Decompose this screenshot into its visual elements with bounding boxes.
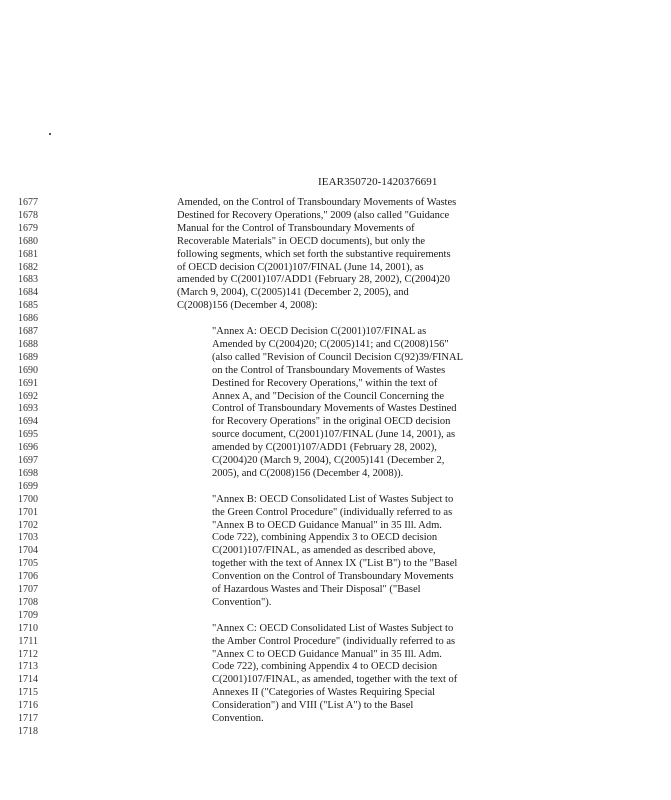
line-number: 1705 [18,558,38,570]
line-number: 1712 [18,648,38,660]
document-line [0,520,671,532]
line-number: 1704 [18,545,38,557]
line-text: Code 722), combining Appendix 3 to OECD decision [212,532,438,544]
line-number: 1706 [18,571,38,583]
line-number: 1678 [18,209,38,221]
line-number: 1687 [18,326,38,337]
line-number: 1709 [18,609,38,621]
line-text: Destined for Recovery Operations," 2009 (also called "Guidance [177,209,450,221]
document-line [0,313,671,325]
line-text: on the Control of Transboundary Movements of Wastes [212,364,446,376]
line-number: 1690 [18,364,38,376]
line-number: 1685 [18,300,38,312]
document-line [0,455,671,467]
line-text: Amended by C(2004)20; C(2005)141; and C(2008)156" [212,338,449,350]
document-line [0,571,671,583]
scan-speck [49,133,51,135]
line-number: 1700 [18,493,38,505]
line-text: Destined for Recovery Operations," within the text of [212,377,438,389]
line-number: 1692 [18,390,38,402]
line-text: Annexes II ("Categories of Wastes Requiring Special [212,687,436,699]
document-line [0,674,671,686]
line-text: (March 9, 2004), C(2005)141 (December 2, 2005), and [177,287,409,299]
line-number: 1680 [18,235,38,247]
document-line [0,623,671,635]
document-line [0,249,671,261]
line-text: Manual for the Control of Transboundary Movements of [177,222,415,234]
line-number: 1716 [18,700,38,712]
line-number: 1679 [18,222,38,234]
line-text: 2005), and C(2008)156 (December 4, 2008)). [212,467,404,479]
document-line [0,442,671,454]
document-line [0,326,671,338]
line-number: 1707 [18,584,38,595]
line-text: Consideration") and VIII ("List A") to the Basel [212,700,414,712]
line-text: "Annex B: OECD Consolidated List of Wastes Subject to [212,493,454,505]
document-line [0,339,671,351]
line-number: 1711 [18,635,38,647]
document-line [0,558,671,570]
document-line [0,197,671,209]
line-text: the Amber Control Procedure" (individually referred to as [212,635,456,647]
document-line [0,700,671,712]
document-line [0,403,671,415]
document-line [0,481,671,493]
line-number: 1689 [18,351,38,363]
line-text: Annex A, and "Decision of the Council Concerning the [212,390,445,402]
document-line [0,597,671,609]
line-text: "Annex A: OECD Decision C(2001)107/FINAL as [212,326,427,337]
line-number: 1681 [18,248,38,260]
line-number: 1696 [18,442,38,454]
line-text: "Annex C: OECD Consolidated List of Wastes Subject to [212,622,454,634]
line-text: "Annex C to OECD Guidance Manual" in 35 Ill. Adm. [212,648,442,660]
line-number: 1702 [18,519,38,531]
document-line [0,223,671,235]
document-line [0,378,671,390]
line-text: Convention"). [212,596,272,608]
document-line [0,532,671,544]
line-number: 1688 [18,338,38,350]
line-number: 1683 [18,274,38,286]
line-number: 1682 [18,261,38,273]
line-text: source document, C(2001)107/FINAL (June 14, 2001), as [212,429,456,441]
line-text: (also called "Revision of Council Decision C(92)39/FINAL [212,351,463,363]
document-line [0,429,671,441]
line-number: 1715 [18,687,38,699]
document-line [0,661,671,673]
line-text: amended by C(2001)107/ADD1 (February 28, 2002), C(2004)20 [177,274,450,286]
line-text: C(2001)107/FINAL, as amended, together with the text of [212,674,458,686]
line-number: 1710 [18,622,38,634]
document-line [0,274,671,286]
line-text: C(2004)20 (March 9, 2004), C(2005)141 (December 2, [212,455,445,466]
line-text: Convention on the Control of Transboundary Movements [212,571,454,583]
document-line [0,713,671,725]
document-id: IEAR350720-1420376691 [318,176,438,188]
line-text: together with the text of Annex IX ("List B") to the "Basel [212,558,458,570]
document-line [0,287,671,299]
document-line [0,494,671,506]
document-line [0,468,671,480]
document-line [0,636,671,648]
document-line [0,545,671,557]
document-line [0,352,671,364]
line-text: C(2001)107/FINAL, as amended as described above, [212,545,436,557]
document-line [0,507,671,519]
line-text: amended by C(2001)107/ADD1 (February 28, 2002), [212,442,437,454]
document-line [0,687,671,699]
line-number: 1693 [18,403,38,415]
document-line [0,416,671,428]
line-number: 1717 [18,713,38,724]
line-number: 1686 [18,313,38,325]
line-text: Recoverable Materials" in OECD documents), but only the [177,235,426,247]
document-line [0,584,671,596]
line-number: 1701 [18,506,38,518]
line-number: 1677 [18,197,38,208]
line-number: 1708 [18,596,38,608]
document-line [0,210,671,222]
document-line [0,262,671,274]
line-text: Code 722), combining Appendix 4 to OECD decision [212,661,438,673]
line-number: 1703 [18,532,38,544]
document-line [0,610,671,622]
line-number: 1694 [18,416,38,428]
line-number: 1698 [18,467,38,479]
line-text: Convention. [212,713,264,724]
document-line [0,391,671,403]
line-number: 1697 [18,455,38,466]
document-line [0,236,671,248]
line-text: Amended, on the Control of Transboundary Movements of Wastes [177,197,457,208]
document-line [0,365,671,377]
line-number: 1695 [18,429,38,441]
line-number: 1691 [18,377,38,389]
line-text: Control of Transboundary Movements of Wastes Destined [212,403,457,415]
line-text: C(2008)156 (December 4, 2008): [177,300,318,312]
line-text: for Recovery Operations" in the original OECD decision [212,416,451,428]
line-text: "Annex B to OECD Guidance Manual" in 35 Ill. Adm. [212,519,442,531]
line-number: 1713 [18,661,38,673]
line-number: 1714 [18,674,38,686]
line-text: the Green Control Procedure" (individually referred to as [212,506,453,518]
line-text: of OECD decision C(2001)107/FINAL (June 14, 2001), as [177,261,424,273]
line-number: 1718 [18,725,38,737]
line-text: following segments, which set forth the substantive requirements [177,248,451,260]
line-number: 1684 [18,287,38,299]
line-number: 1699 [18,480,38,492]
document-line [0,300,671,312]
document-line [0,649,671,661]
document-line [0,726,671,738]
line-text: of Hazardous Wastes and Their Disposal" ("Basel [212,584,421,595]
